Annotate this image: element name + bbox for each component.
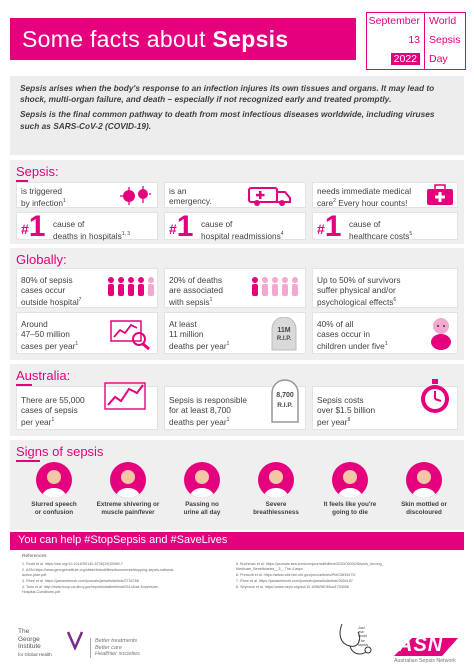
medical-kit-icon [425, 183, 455, 207]
person-icon [332, 462, 368, 498]
reference-line: 6. Prescott et al. https://www.ncbi.nlm.nih.gov/pmc/articles/PMC5839473/ [236, 573, 356, 577]
intro-paragraph-2: Sepsis is the final common pathway to death from most infectious diseases worldwide, including viruses such as SARS-CoV-2 (COVID-19). [20, 109, 435, 131]
magnifier-chart-icon [109, 317, 153, 351]
references-title: References [22, 554, 47, 559]
fact-immediate-care [312, 182, 458, 208]
call-to-action-banner: You can help #StopSepsis and #SaveLives [10, 532, 464, 550]
page-title [22, 26, 288, 53]
reference-line: 5. Buchman et al. https://journals.lww.com/ccmjournal/fulltext/2020/03000/Sepsis_Among_ [236, 562, 384, 566]
fact-text: is triggered by infection$^1$ [21, 186, 66, 208]
reference-line: Hospital-Conditions.pdf [22, 590, 61, 594]
globally-section [10, 248, 464, 360]
george-institute-mark-icon [66, 630, 84, 650]
world-sepsis-day-badge [366, 12, 466, 70]
fact-text: Around 47–50 million cases per year$^1$ [21, 319, 79, 352]
fact-text: At least 11 million deaths per year$^1$ [169, 319, 230, 352]
fact-children-under-five [312, 312, 458, 354]
intro-paragraph-1: Sepsis arises when the body's response to an infection injures its own tissues and organs. It may lead to shock, multi-organ failure, and death – especially if not recognized early and treated promptly. [20, 83, 435, 105]
footer [0, 616, 474, 670]
fact-text: cause of healthcare costs$^5$ [349, 219, 413, 241]
fact-text: Sepsis is responsible for at least 8,700 deaths per year$^1$ [169, 395, 247, 428]
rank-number: #1 [21, 210, 46, 243]
tagline: Better treatments Better care Healthier societies [90, 638, 140, 658]
fact-deaths-in-hospitals [16, 210, 158, 243]
sign-item [240, 462, 312, 517]
person-icon [110, 462, 146, 498]
fact-survivors-effects [312, 268, 458, 308]
sign-item [18, 462, 90, 517]
person-icon [36, 462, 72, 498]
fact-au-cases-per-year [16, 386, 158, 430]
fact-triggered-by-infection [16, 182, 158, 208]
people-icon [105, 275, 157, 305]
sepsis-section-label: Sepsis: [16, 164, 59, 179]
fact-text: Sepsis costs over $1.5 billion per year$^8$ [317, 395, 376, 428]
signs-section-label: Signs of sepsis [16, 444, 104, 459]
asn-letters: ASN [398, 634, 444, 656]
date-day: 13 [408, 34, 420, 46]
sign-item [166, 462, 238, 517]
ambulance-icon [247, 184, 293, 208]
fact-text: 20% of deaths are associated with sepsis$^1$ [169, 275, 223, 308]
fact-text: cause of deaths in hospitals$^{1, 3}$ [53, 219, 131, 241]
australia-section [10, 364, 464, 436]
signs-section [10, 440, 464, 530]
sign-label: Slurred speech or confusion [31, 501, 77, 516]
fact-deaths-per-year [164, 312, 306, 354]
sign-label: Severe breathlessness [253, 501, 299, 516]
fact-cases-per-year [16, 312, 158, 354]
reference-line: action-plan.pdf [22, 573, 47, 577]
reference-line: 2. ASN https://www.georgeinstitute.org/sites/default/files/documents/stopping-sepsis-national- [22, 568, 175, 572]
map-icon [101, 375, 155, 415]
date-month: September [368, 15, 420, 27]
australia-section-label: Australia: [16, 368, 71, 383]
reference-line: 1. Rudd et al. https://doi.org/10.1016/S0140-6736(19)32989-7 [22, 562, 123, 566]
sepsis-section [10, 160, 464, 244]
references [10, 554, 464, 618]
tombstone-bottom-text: R.I.P. [277, 402, 293, 409]
person-icon [184, 462, 220, 498]
baby-icon [427, 317, 455, 351]
rank-number: #1 [317, 210, 342, 243]
people-icon [249, 275, 303, 305]
event-name-3: Day [429, 53, 448, 65]
tombstone-top-text: 8,700 [276, 392, 294, 399]
fact-text: needs immediate medical care$^2$ Every hour counts! [317, 186, 412, 208]
reference-line: Medicare_Beneficiaries__3__The.4.aspx [236, 567, 303, 571]
sign-label: Skin mottled or discoloured [401, 501, 447, 516]
reference-line: 3. Rhee et al. https://jamanetwork.com/journals/jama/fullarticle/2734768 [22, 579, 139, 583]
tombstone-icon [269, 379, 301, 423]
rank-number: #1 [169, 210, 194, 243]
sign-label: Extreme shivering or muscle pain/fever [96, 501, 160, 516]
fact-au-costs [312, 386, 458, 430]
header [0, 0, 474, 76]
george-institute-logo: The George Institute for Global Health [18, 628, 52, 657]
reference-line: 4. Torio et al. http://www.hcup-us.ahrq.gov/reports/statbriefs/sb204-Most-Expensive- [22, 585, 159, 589]
globally-section-label: Globally: [16, 252, 67, 267]
stopwatch-icon [415, 375, 455, 417]
reference-line: 8. Seymour et al. https://www.nejm.org/doi/10.1056/NEJMoa1703058 [236, 585, 349, 589]
fact-text: 80% of sepsis cases occur outside hospital$^7$ [21, 275, 82, 308]
asn-name: Australian Sepsis Network [394, 658, 456, 664]
fact-text: 40% of all cases occur in children under five$^1$ [317, 319, 388, 352]
tombstone-top-text: 11M [277, 327, 291, 334]
fact-text: cause of hospital readmissions$^4$ [201, 219, 284, 241]
microbe-icon [117, 185, 153, 207]
intro-box [10, 76, 464, 155]
title-prefix: Some facts about [22, 26, 213, 52]
fact-emergency [164, 182, 306, 208]
event-name-1: World [429, 15, 457, 27]
date-block [367, 13, 425, 69]
sign-item [314, 462, 386, 517]
sign-label: Passing no urine all day [183, 501, 221, 516]
slogan-text: Just ask: could it be sepsis [358, 626, 369, 647]
event-name-2: Sepsis [429, 34, 461, 46]
fact-au-deaths-per-year [164, 386, 306, 430]
year-highlight: 2022 [391, 53, 420, 65]
title-bold: Sepsis [212, 26, 289, 52]
reference-line: 7. Rhee et al. https://jamanetwork.com/journals/jama/fullarticle/2654187 [236, 579, 353, 583]
fact-text: There are 55,000 cases of sepsis per year$^1$ [21, 395, 85, 428]
tombstone-bottom-text: R.I.P. [276, 336, 292, 342]
fact-healthcare-costs [312, 210, 458, 243]
fact-text: Up to 50% of survivors suffer physical and/or psychological effects$^6$ [317, 275, 401, 308]
person-icon [258, 462, 294, 498]
person-icon [406, 462, 442, 498]
fact-hospital-readmissions [164, 210, 306, 243]
fact-deaths-associated [164, 268, 306, 308]
asn-logo [392, 636, 460, 664]
sign-item [388, 462, 460, 517]
tombstone-icon [269, 317, 299, 351]
sign-label: It feels like you're going to die [323, 501, 377, 516]
sign-item [92, 462, 164, 517]
fact-outside-hospital [16, 268, 158, 308]
fact-text: is an emergency. [169, 186, 212, 207]
date-year [391, 53, 420, 65]
